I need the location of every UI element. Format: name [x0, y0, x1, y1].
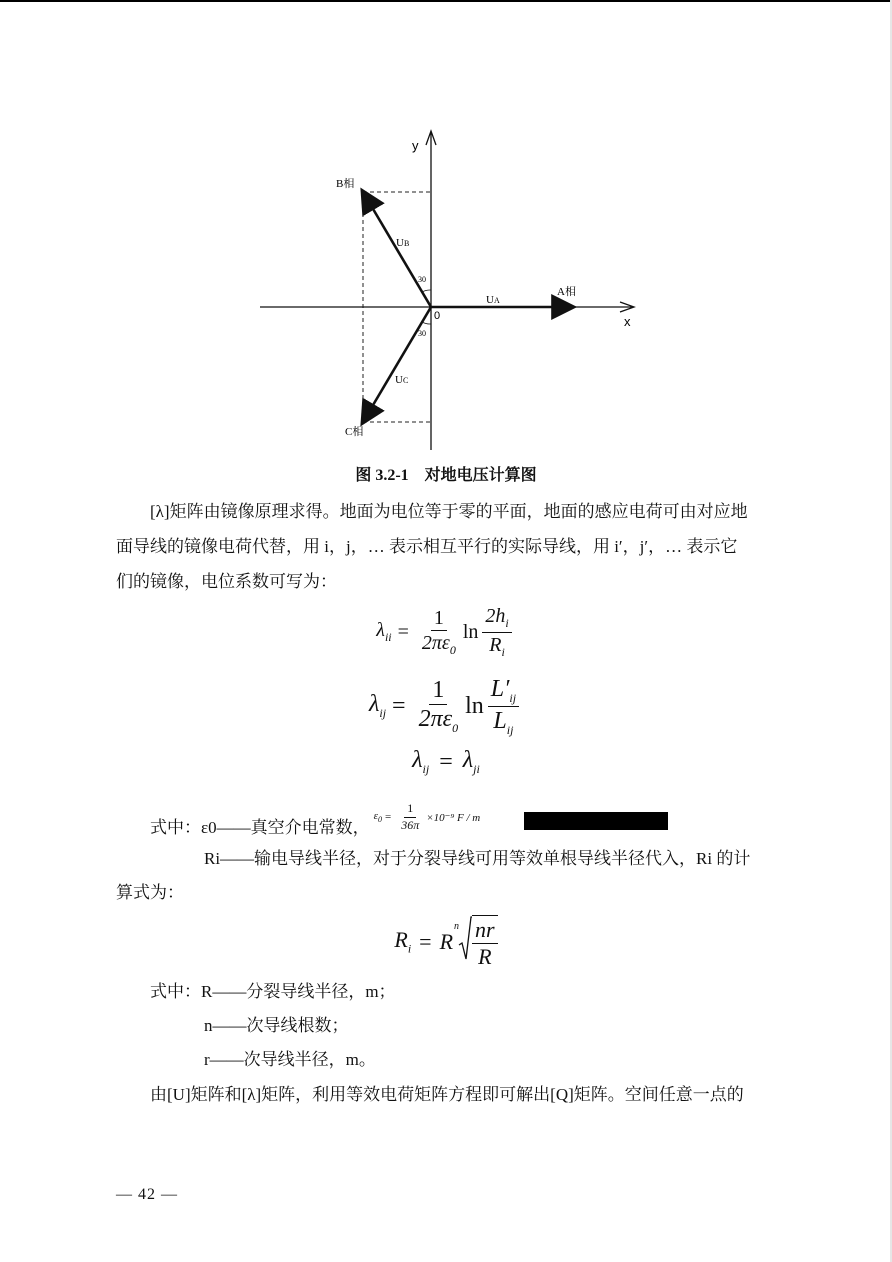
angle-arc-bottom — [422, 322, 431, 324]
paragraph-line: 们的镜像，电位系数可写为： — [116, 572, 337, 591]
figure-caption — [0, 462, 892, 485]
eq2-argument: $\frac{L'_{ij}}{L_{ij}}$ — [488, 676, 519, 737]
ub-vector — [363, 192, 431, 307]
r-definition: 式中：R——分裂导线半径，m； — [150, 982, 396, 1001]
ua-label: UA — [486, 294, 500, 306]
n-definition: n——次导线根数； — [204, 1016, 349, 1035]
eq4-lhs: $R_i$ — [394, 927, 412, 956]
paragraph-line: [λ]矩阵由镜像原理求得。地面为电位等于零的平面，地面的感应电荷可由对应地 — [150, 502, 748, 521]
y-axis-label: y — [412, 138, 419, 153]
ub-label: UB — [396, 237, 410, 249]
phase-voltage-diagram — [250, 125, 650, 460]
ri-definition-line: 算式为： — [116, 883, 184, 902]
eq3-lhs: $\lambda_{ij}$ — [412, 747, 430, 776]
x-axis-label: x — [624, 314, 631, 329]
angle-top-label: 30 — [418, 275, 426, 284]
r-small-definition: r——次导线半径，m。 — [204, 1050, 376, 1069]
phase-b-label: B相 — [336, 178, 355, 190]
ri-definition-line: Ri——输电导线半径，对于分裂导线可用等效单根导线半径代入，Ri 的计 — [204, 849, 751, 868]
angle-arc-top — [422, 290, 431, 292]
eq3-rhs: $\lambda_{ji}$ — [462, 747, 480, 776]
caption-text: 对地电压计算图 — [424, 467, 537, 484]
epsilon-formula: $\varepsilon_0$ = $\frac{1}{36\pi}$ ×10⁻⁹ F / m — [373, 801, 481, 832]
phase-c-label: C相 — [345, 426, 364, 438]
epsilon-definition — [150, 801, 481, 845]
top-border — [0, 0, 892, 2]
equation-lambda-ii: $\lambda_{ii}$ = $\frac{1}{2\pi\varepsilon_0}$ ln $\frac{2h_i}{R_i}$ — [0, 604, 892, 660]
paragraph-line: 由[U]矩阵和[λ]矩阵，利用等效电荷矩阵方程即可解出[Q]矩阵。空间任意一点的 — [150, 1085, 744, 1104]
angle-bottom-label: 30 — [418, 329, 426, 338]
eq2-coefficient: $\frac{1}{2\pi\varepsilon_0}$ — [418, 676, 459, 735]
equation-lambda-ij: $\lambda_{ij}$ = $\frac{1}{2\pi\varepsilon_0}$ ln $\frac{L'_{ij}}{L_{ij}}$ — [0, 674, 892, 738]
equation-symmetry: $\lambda_{ij}$ = $\lambda_{ji}$ — [412, 747, 480, 776]
origin-label: 0 — [434, 310, 441, 322]
phase-a-label: A相 — [557, 286, 576, 298]
redaction-bar — [524, 812, 668, 830]
equation-equivalent-radius: $R_i$ = R n $\frac{nr}{R}$ — [0, 914, 892, 970]
paragraph-line: 面导线的镜像电荷代替，用 i，j，… 表示相互平行的实际导线，用 i′，j′，… 表示它 — [116, 537, 738, 556]
uc-vector — [363, 307, 431, 422]
eq1-lhs: $\lambda_{ii}$ — [376, 619, 392, 644]
eq4-root: n $\frac{nr}{R}$ — [453, 915, 498, 969]
epsilon-prefix: 式中：ε0——真空介电常数， — [150, 817, 370, 837]
eq1-argument: $\frac{2h_i}{R_i}$ — [482, 605, 511, 658]
eq1-coefficient: $\frac{1}{2\pi\varepsilon_0}$ — [421, 606, 456, 657]
eq2-lhs: $\lambda_{ij}$ — [368, 691, 387, 720]
caption-number: 图 3.2-1 — [355, 467, 409, 484]
uc-label: UC — [395, 374, 409, 386]
page-number: — 42 — — [116, 1186, 178, 1203]
